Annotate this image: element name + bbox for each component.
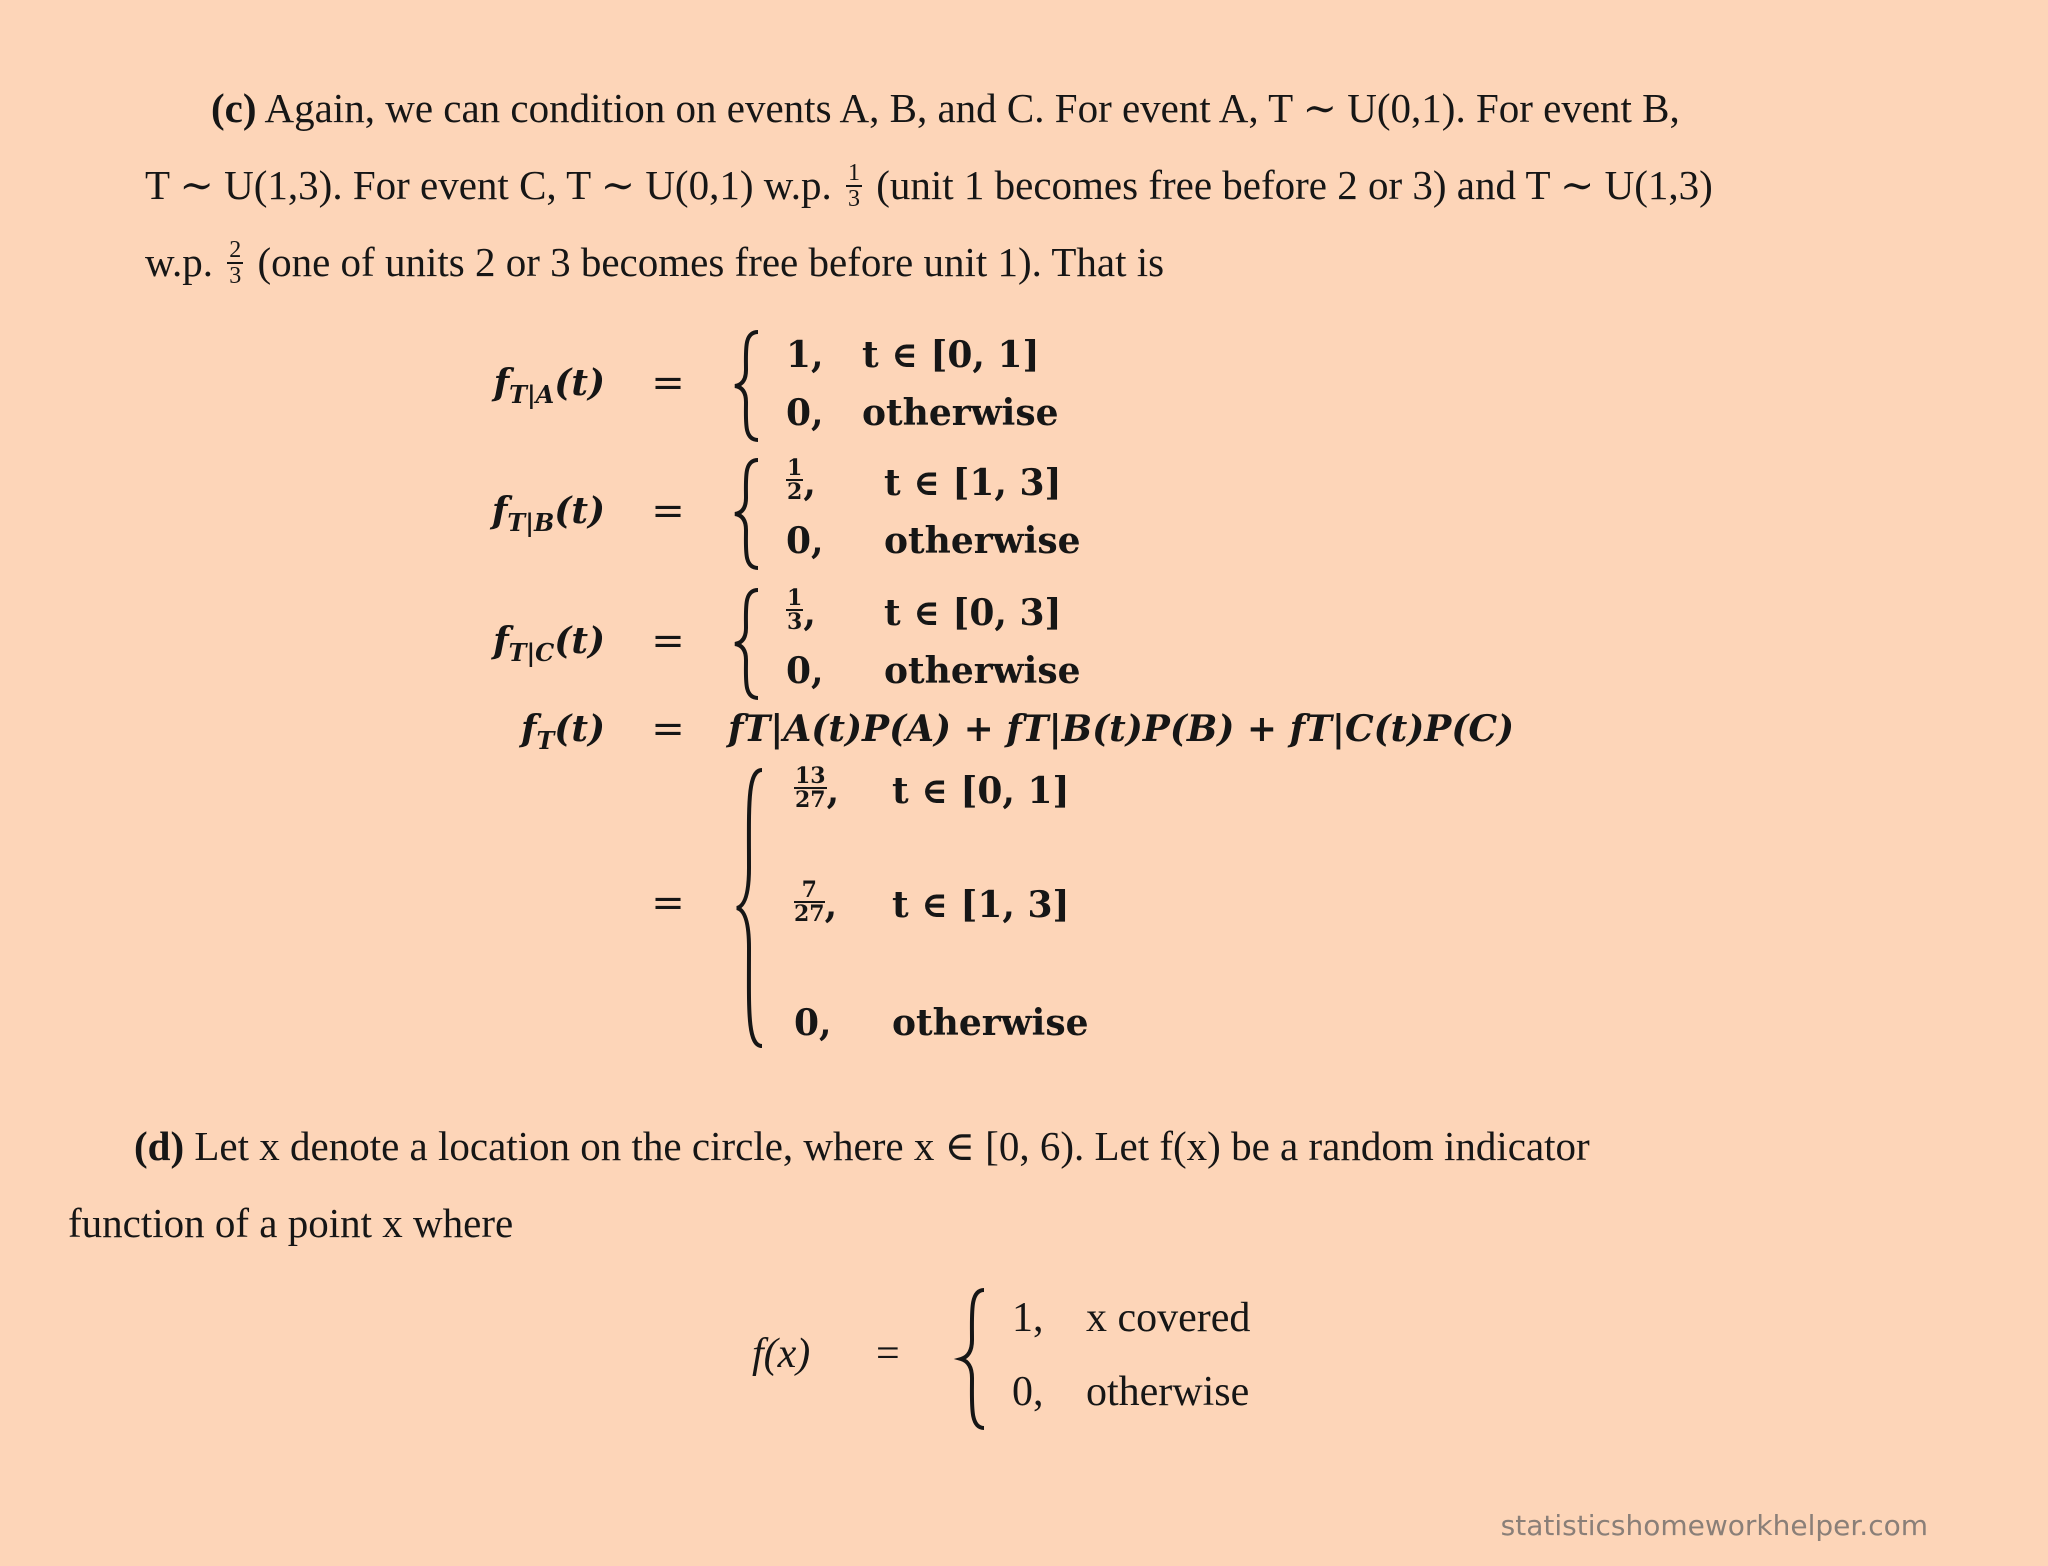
eq-fT-case-2: $\frac{7}{27}$ , t ∈ [1, 3] — [794, 877, 1070, 927]
fraction-thirteen-27ths — [794, 765, 827, 811]
fraction-denominator: 27 — [794, 901, 825, 927]
eq-fB-case-2-value: 0, — [786, 520, 824, 562]
eq-fB-lhs — [305, 490, 605, 537]
eq-fC-case-2-condition: otherwise — [884, 650, 1081, 692]
part-d-paragraph — [68, 1108, 1998, 1262]
fraction-seven-27ths — [794, 879, 825, 925]
eq-fC-f: f — [493, 620, 509, 662]
eq-fC-equals: = — [651, 618, 685, 664]
part-d-label: (d) — [134, 1123, 185, 1169]
eq-fC-sub: T|C — [508, 638, 555, 668]
fraction-numerator: 2 — [229, 236, 242, 263]
eq-fT-case-1-condition: t ∈ [0, 1] — [892, 770, 1070, 812]
eq-fA-f: f — [493, 362, 510, 404]
part-c-line-3-start: w.p. — [145, 239, 213, 285]
fraction-numerator: 1 — [787, 455, 803, 481]
eq-fA-arg: (t) — [554, 362, 605, 404]
fx-equals: = — [876, 1331, 900, 1377]
part-c-line-3-rest: (one of units 2 or 3 becomes free before unit 1). That is — [257, 239, 1165, 285]
fx-case-1 — [1012, 1294, 1250, 1342]
eq-fA-case-2 — [786, 392, 1059, 434]
eq-fB-arg: (t) — [554, 490, 605, 532]
part-d-line-1 — [68, 1108, 1998, 1185]
eq-fB-case-1-condition: t ∈ [1, 3] — [884, 462, 1062, 504]
part-c-label: (c) — [211, 85, 257, 131]
eq-fT-cases-equals: = — [651, 880, 685, 926]
eq-fT-equals: = — [651, 706, 685, 752]
eq-fB-case-2-condition: otherwise — [884, 520, 1081, 562]
part-c-line-2-text: T ∼ U(1,3). For event C, T ∼ U(0,1) w.p. — [145, 162, 832, 208]
eq-fA-case-1-condition: t ∈ [0, 1] — [862, 334, 1040, 376]
eq-fT-case-3-condition: otherwise — [892, 1002, 1089, 1044]
fraction-numerator: 7 — [794, 879, 825, 903]
eq-fT-rhs: fT|A(t)P(A) + fT|B(t)P(B) + fT|C(t)P(C) — [728, 708, 1515, 750]
eq-fT-lhs — [305, 708, 605, 755]
part-c-line-2-rest: (unit 1 becomes free before 2 or 3) and T ∼ U(1,3) — [876, 162, 1713, 208]
eq-fA-case-2-condition: otherwise — [862, 392, 1059, 434]
eq-fT-case-3-value: 0, — [794, 1002, 832, 1044]
eq-fT-f: f — [520, 708, 537, 750]
eq-fA-sub: T|A — [509, 380, 555, 410]
eq-fC-case-2-value: 0, — [786, 650, 824, 692]
eq-fB-sub: T|B — [507, 508, 555, 538]
eq-fC-lhs — [305, 620, 605, 667]
fx-case-1-condition: x covered — [1086, 1295, 1251, 1341]
eq-fA-case-1-value: 1, — [786, 334, 824, 376]
fx-case-1-value: 1, — [1012, 1295, 1044, 1341]
fraction-denominator: 2 — [787, 479, 803, 505]
eq-fB-case-1: $\frac{1}{2}$ , t ∈ [1, 3] — [787, 455, 1062, 505]
eq-fT-case-2-condition: t ∈ [1, 3] — [892, 884, 1070, 926]
eq-fC-arg: (t) — [554, 620, 605, 662]
part-d-line-2-text: function of a point x where — [68, 1200, 514, 1246]
eq-fA-equals: = — [651, 360, 685, 406]
fraction-denominator: 3 — [847, 185, 860, 212]
fx-case-2 — [1012, 1368, 1249, 1416]
fraction-denominator: 3 — [229, 262, 242, 289]
part-c-line-1-text: Again, we can condition on events A, B, and C. For event A, T ∼ U(0,1). For event B, — [264, 85, 1680, 131]
fraction-denominator: 3 — [787, 609, 803, 635]
fx-lhs: f(x) — [752, 1331, 811, 1377]
eq-fA-case-1 — [786, 334, 1040, 376]
left-brace — [732, 588, 762, 700]
eq-fT-arg: (t) — [554, 708, 605, 750]
eq-fB-equals: = — [651, 488, 685, 534]
eq-fB-case-2 — [786, 520, 1081, 562]
left-brace — [958, 1288, 988, 1430]
fx-case-2-value: 0, — [1012, 1369, 1044, 1415]
fraction-denominator: 27 — [795, 787, 826, 813]
eq-fT-sub: T — [536, 726, 555, 756]
eq-fB-f: f — [491, 490, 508, 532]
left-brace — [732, 330, 762, 442]
part-d-line-2 — [68, 1185, 1998, 1262]
eq-fT-case-1: $\frac{13}{27}$ , t ∈ [0, 1] — [795, 763, 1070, 813]
eq-fA-case-2-value: 0, — [786, 392, 824, 434]
fraction-one-half — [786, 457, 803, 503]
eq-fC-case-1-condition: t ∈ [0, 3] — [884, 592, 1062, 634]
fraction-numerator: 13 — [795, 763, 826, 789]
fx-case-2-condition: otherwise — [1086, 1369, 1250, 1415]
watermark: statisticshomeworkhelper.com — [1500, 1509, 1928, 1542]
eq-fC-case-1: $\frac{1}{3}$ , t ∈ [0, 3] — [787, 585, 1062, 635]
fraction-one-third — [786, 587, 803, 633]
eq-fC-case-2 — [786, 650, 1081, 692]
eq-fT-case-3 — [794, 1002, 1089, 1044]
fraction-numerator: 1 — [847, 159, 860, 186]
part-d-line-1-text: Let x denote a location on the circle, where x ∈ [0, 6). Let f(x) be a random indicator — [194, 1123, 1590, 1169]
left-brace — [732, 458, 762, 570]
fraction-numerator: 1 — [787, 585, 803, 611]
eq-fA-lhs — [305, 362, 605, 409]
left-brace — [734, 768, 766, 1048]
